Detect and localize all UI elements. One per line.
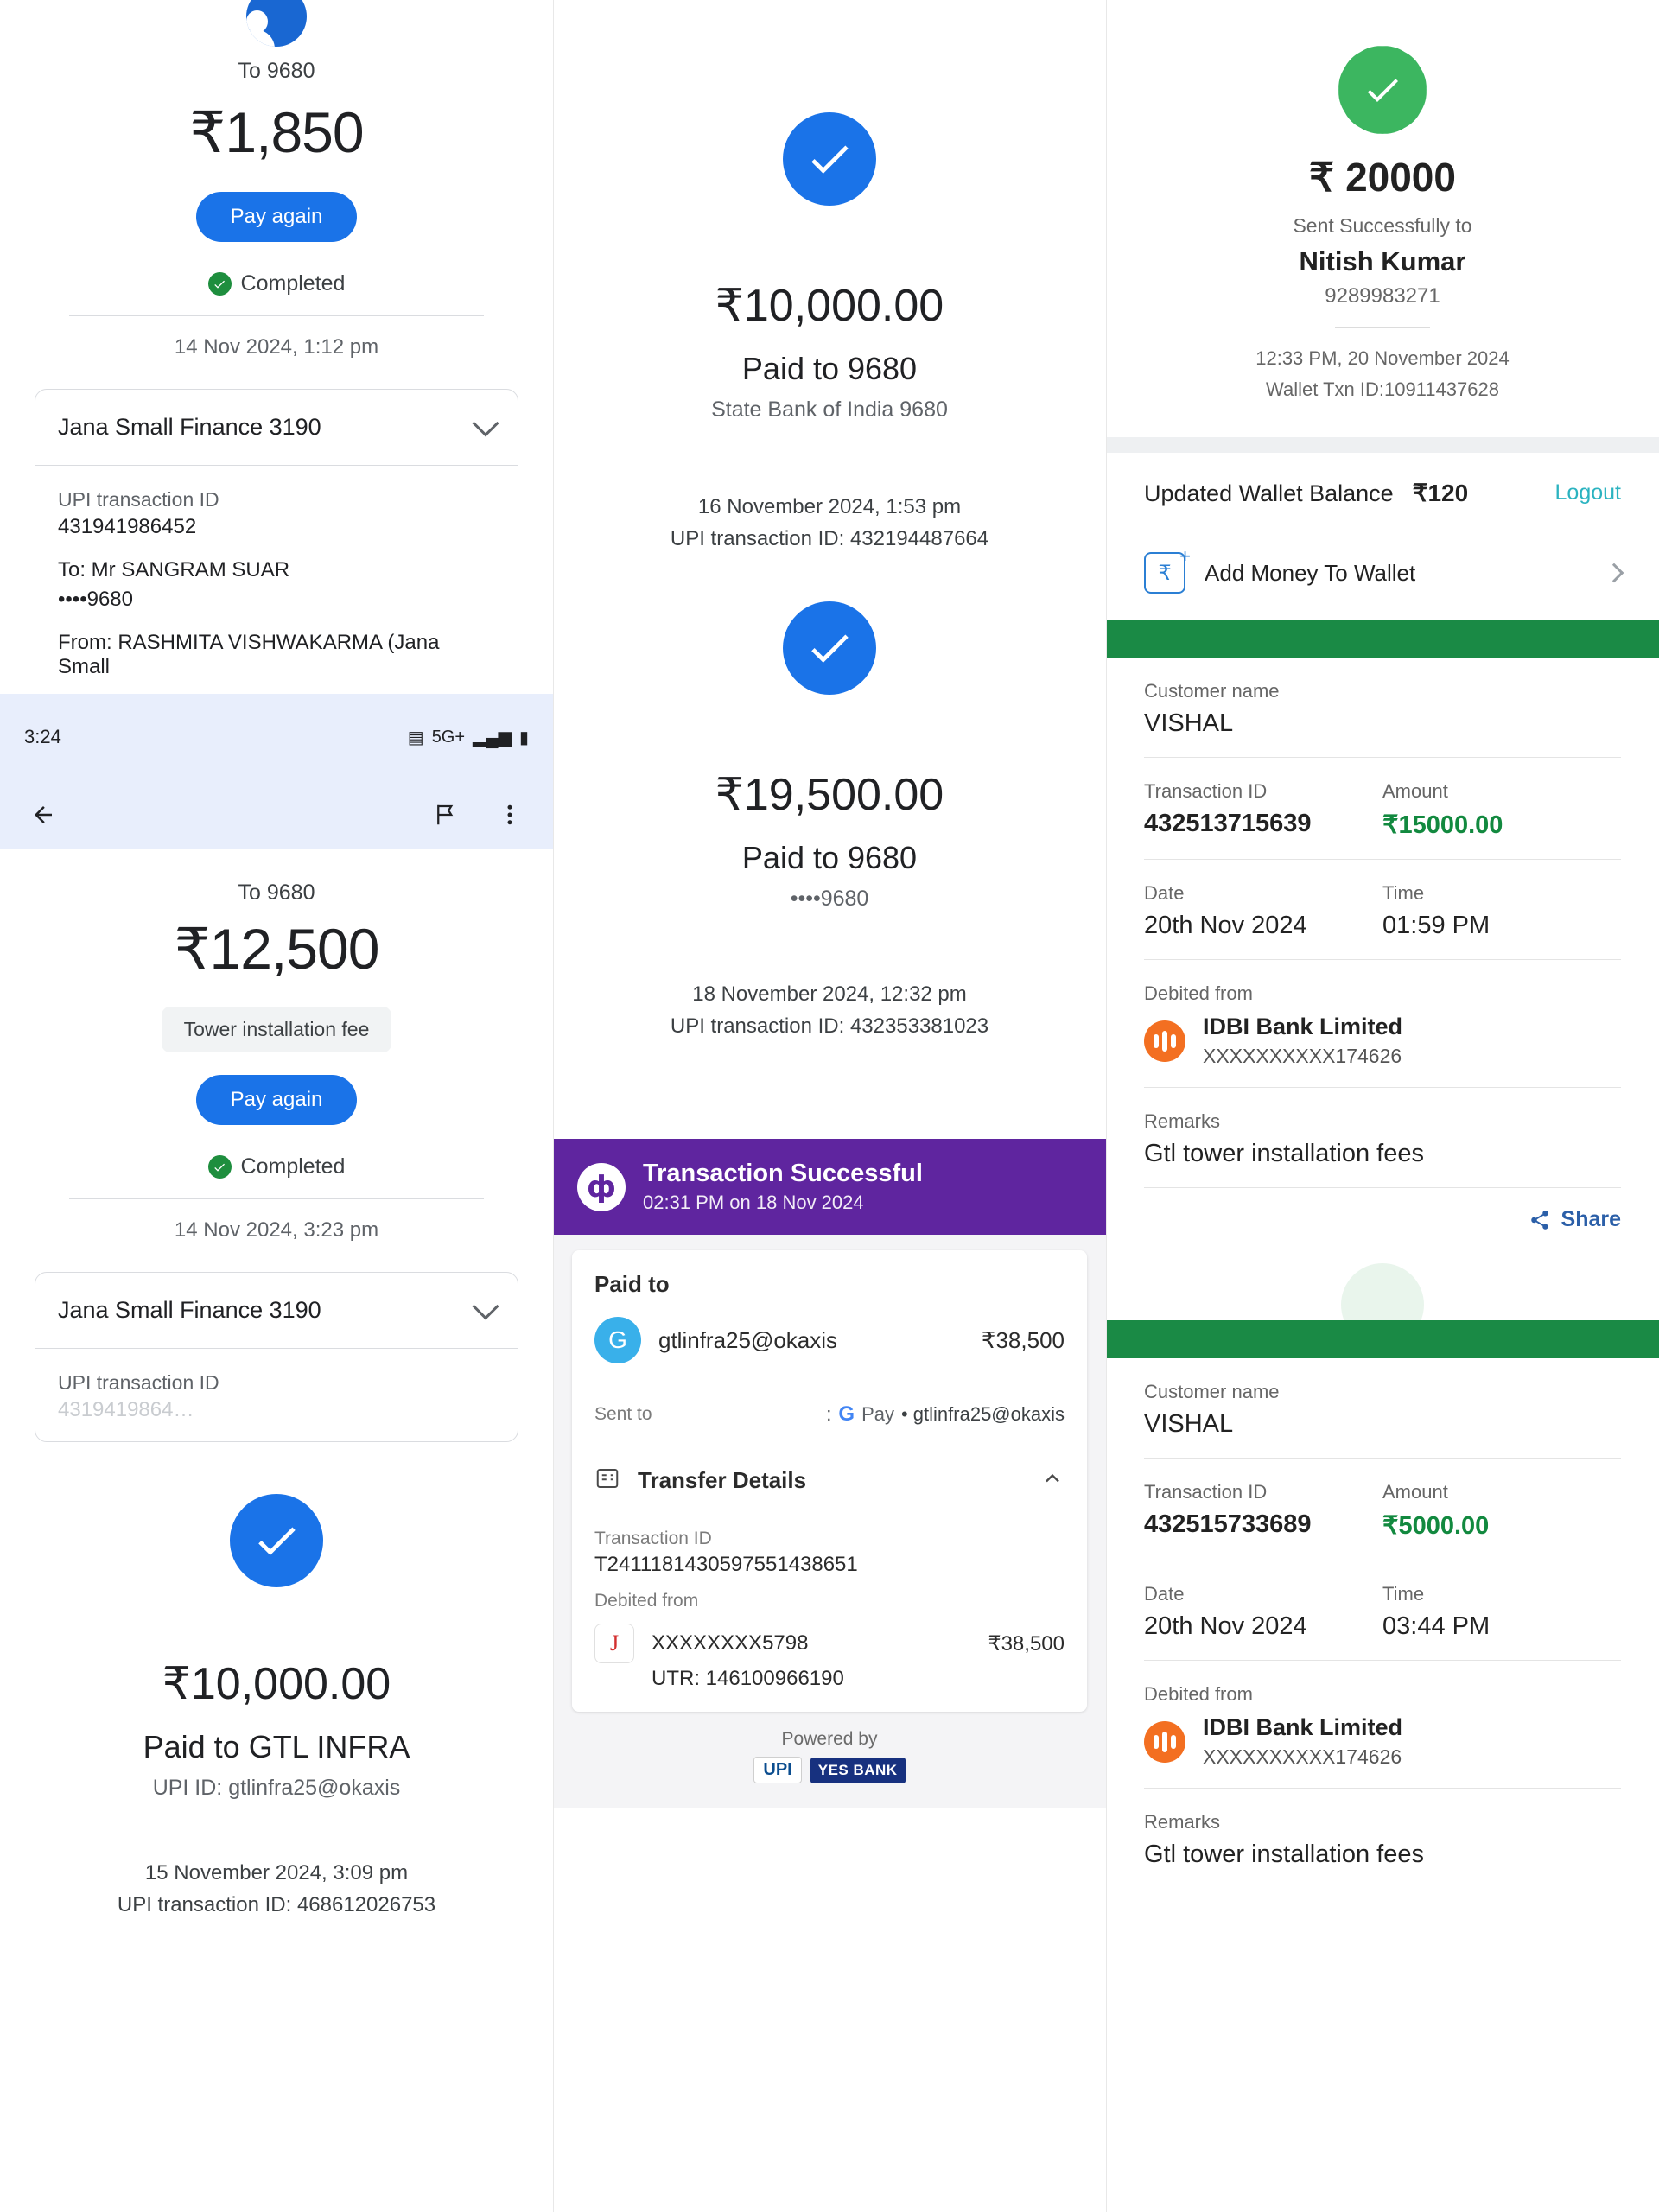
google-g-icon: G	[838, 1402, 855, 1426]
transaction-date: 18 November 2024, 12:32 pm	[692, 982, 967, 1006]
bank-name: Jana Small Finance 3190	[58, 414, 321, 440]
check-circle-icon	[783, 601, 876, 695]
utr-value: UTR: 146100966190	[652, 1667, 844, 1690]
amount-value: ₹10,000.00	[715, 281, 944, 331]
wallet-balance-amount: ₹120	[1412, 480, 1469, 506]
add-money-label: Add Money To Wallet	[1205, 559, 1416, 586]
debited-from-label: Debited from	[1144, 1683, 1253, 1705]
transaction-date: 16 November 2024, 1:53 pm	[697, 495, 962, 518]
contact-avatar	[246, 0, 307, 47]
transaction-id-value: 432515733689	[1144, 1510, 1312, 1538]
remarks-value: Gtl tower installation fees	[1144, 1140, 1424, 1167]
divider	[1335, 327, 1430, 328]
vpn-icon: ▤	[407, 728, 424, 747]
bank-account-number: XXXXXXXXXX174626	[1203, 1745, 1402, 1768]
pay-again-button[interactable]: Pay again	[196, 1075, 358, 1125]
payee-name: To: Mr SANGRAM SUAR	[58, 558, 290, 582]
sent-to-label: Sent to	[594, 1404, 652, 1424]
transaction-id-label: Transaction ID	[1144, 1481, 1268, 1503]
avatar: G	[594, 1317, 641, 1363]
column-divider	[553, 0, 554, 2212]
transaction-status-title: Transaction Successful	[643, 1160, 923, 1187]
recipient-phone: 9289983271	[1325, 284, 1440, 308]
check-circle-icon	[208, 1155, 232, 1179]
gpay-receipt-19500	[553, 551, 1106, 1039]
recipient-name: Nitish Kumar	[1299, 246, 1466, 276]
upi-txn-id-value-partial: 4319419864…	[58, 1398, 194, 1421]
bank-card-header[interactable]	[35, 390, 518, 465]
phonepe-header	[553, 1139, 1106, 1235]
divider	[69, 1198, 484, 1199]
powered-by-label: Powered by	[781, 1729, 878, 1749]
date-time-field	[1144, 860, 1621, 960]
status-badge	[0, 271, 553, 296]
txn-id-label: Transaction ID	[594, 1529, 712, 1548]
transaction-date: 15 November 2024, 3:09 pm	[144, 1861, 409, 1885]
paid-to-label: Paid to 9680	[741, 840, 918, 875]
share-label: Share	[1560, 1207, 1621, 1231]
txn-amount-field	[1144, 1459, 1621, 1560]
debited-from-field	[1144, 1661, 1621, 1789]
gpay-tag	[826, 1402, 1065, 1427]
transaction-datetime: 02:31 PM on 18 Nov 2024	[643, 1192, 864, 1213]
payment-network-badges	[553, 1757, 1106, 1799]
customer-name-label: Customer name	[1144, 1381, 1280, 1402]
amount-value: ₹1,850	[189, 100, 364, 164]
wallet-balance-label: Updated Wallet Balance	[1144, 480, 1394, 506]
check-circle-icon	[230, 1494, 323, 1587]
bank-details-card[interactable]	[35, 1272, 518, 1442]
transaction-id-label: Transaction ID	[1144, 780, 1268, 802]
bank-name: IDBI Bank Limited	[1203, 1014, 1403, 1039]
back-arrow-icon[interactable]	[26, 798, 60, 832]
customer-name-field	[1144, 1358, 1621, 1459]
remarks-label: Remarks	[1144, 1811, 1221, 1833]
upi-txn-id-value: 431941986452	[58, 515, 197, 538]
wallet-add-icon: ₹ +	[1144, 552, 1185, 594]
payee-masked-account: ••••9680	[58, 588, 133, 611]
recipient-label: To 9680	[238, 59, 315, 83]
yes-bank-badge: YES BANK	[810, 1758, 906, 1783]
share-button[interactable]	[1106, 1188, 1659, 1248]
network-label: 5G+	[431, 727, 466, 747]
amount-value: ₹5000.00	[1382, 1512, 1490, 1540]
masked-account: ••••9680	[790, 887, 869, 911]
debited-amount: ₹38,500	[988, 1631, 1065, 1656]
date-time-field	[1144, 1560, 1621, 1661]
payment-note: Tower installation fee	[162, 1007, 392, 1052]
bank-account-number: XXXXXXXXXX174626	[1203, 1045, 1402, 1067]
bank-row	[1144, 1714, 1621, 1769]
upi-id: UPI ID: gtlinfra25@okaxis	[152, 1776, 401, 1800]
wallet-transfer-receipt	[1106, 0, 1659, 437]
transfer-details-body	[594, 1529, 1065, 1703]
share-icon	[1529, 1209, 1551, 1231]
time-label: Time	[1382, 1583, 1425, 1605]
receipt-a-top-band	[1106, 620, 1659, 658]
more-vertical-icon[interactable]	[493, 798, 527, 832]
customer-name-value: VISHAL	[1144, 1410, 1234, 1438]
transfer-details-label: Transfer Details	[638, 1467, 807, 1493]
bank-name: IDBI Bank Limited	[1203, 1714, 1403, 1740]
debited-from-label: Debited from	[594, 1591, 699, 1611]
paid-to-label: Paid to GTL INFRA	[143, 1729, 410, 1764]
transaction-datetime: 12:33 PM, 20 November 2024	[1255, 347, 1510, 369]
txn-amount-field	[1144, 758, 1621, 860]
status-bar-icons	[408, 727, 529, 748]
upi-transaction-id: UPI transaction ID: 432353381023	[670, 1014, 989, 1038]
signal-icon: ▂▄▆	[473, 728, 512, 747]
upi-transaction-id: UPI transaction ID: 468612026753	[117, 1893, 436, 1916]
green-check-badge	[1341, 48, 1424, 131]
gpay-receipt-12500	[0, 849, 553, 1442]
paid-to-heading: Paid to	[594, 1271, 670, 1297]
remarks-field	[1144, 1789, 1621, 1888]
bank-logo-icon: J	[594, 1624, 634, 1663]
pay-again-button[interactable]: Pay again	[196, 192, 358, 242]
remarks-field	[1144, 1088, 1621, 1188]
payee-upi-id: gtlinfra25@okaxis	[658, 1326, 838, 1353]
status-bar-time: 3:24	[24, 726, 61, 747]
time-value: 03:44 PM	[1382, 1612, 1491, 1640]
chevron-up-icon[interactable]	[1040, 1466, 1065, 1495]
receipt-b-top-band	[1106, 1320, 1659, 1358]
bank-card-body	[35, 1348, 518, 1422]
amount-value: ₹19,500.00	[715, 770, 944, 820]
chevron-right-icon[interactable]	[1605, 563, 1624, 583]
bank-receipt-5000	[1106, 1358, 1659, 1888]
flag-icon[interactable]	[429, 798, 463, 832]
amount-label: Amount	[1382, 1481, 1448, 1503]
remarks-value: Gtl tower installation fees	[1144, 1840, 1424, 1868]
sent-successfully-label: Sent Successfully to	[1293, 214, 1472, 237]
add-money-row[interactable]	[1106, 533, 1659, 620]
check-circle-icon	[783, 112, 876, 206]
time-value: 01:59 PM	[1382, 912, 1491, 939]
txn-id-value: T2411181430597551438651	[594, 1553, 858, 1576]
wallet-txn-id: Wallet Txn ID:10911437628	[1266, 378, 1499, 400]
debited-account: XXXXXXXX5798	[652, 1631, 809, 1655]
battery-icon: ▮	[518, 728, 529, 747]
customer-name-field	[1144, 658, 1621, 758]
chevron-down-icon[interactable]	[472, 1293, 499, 1319]
status-label: Completed	[240, 1154, 346, 1179]
payee-amount: ₹38,500	[981, 1326, 1065, 1353]
recipient-label: To 9680	[238, 880, 315, 905]
upi-transaction-id: UPI transaction ID: 432194487664	[670, 527, 989, 550]
left-column	[0, 0, 553, 2212]
gpay-receipt-10000-gtl	[0, 1442, 553, 1917]
section-separator	[1106, 437, 1659, 453]
debited-bank-row	[594, 1624, 1065, 1663]
status-badge	[0, 1154, 553, 1179]
customer-name-label: Customer name	[1144, 680, 1280, 702]
divider	[69, 315, 484, 316]
timestamp: 14 Nov 2024, 3:23 pm	[174, 1218, 379, 1242]
date-label: Date	[1144, 1583, 1185, 1605]
amount-value: ₹15000.00	[1382, 811, 1503, 839]
receipt-icon	[594, 1465, 620, 1496]
logout-button[interactable]: Logout	[1554, 480, 1621, 505]
bank-details-card[interactable]	[35, 389, 518, 708]
right-column	[1106, 0, 1659, 2212]
gpay-label: Pay	[861, 1403, 894, 1425]
upi-badge: UPI	[753, 1757, 801, 1783]
colon-separator: :	[826, 1403, 832, 1425]
amount-value: ₹10,000.00	[162, 1659, 391, 1709]
bank-name: Jana Small Finance 3190	[58, 1297, 321, 1323]
payee-row	[594, 1298, 1065, 1382]
idbi-bank-logo-icon	[1144, 1020, 1185, 1062]
transaction-id-value: 432513715639	[1144, 810, 1312, 837]
remarks-label: Remarks	[1144, 1110, 1221, 1132]
phonepe-logo: ф	[577, 1163, 626, 1211]
paid-to-label: Paid to 9680	[741, 351, 918, 386]
wallet-balance-row	[1106, 453, 1659, 533]
date-value: 20th Nov 2024	[1144, 912, 1307, 939]
payer-info: From: RASHMITA VISHWAKARMA (Jana Small	[58, 631, 440, 678]
bank-card-header[interactable]	[35, 1273, 518, 1348]
debited-from-field	[1144, 960, 1621, 1088]
timestamp: 14 Nov 2024, 1:12 pm	[174, 335, 379, 359]
status-label: Completed	[240, 271, 346, 296]
phonepe-details-card	[572, 1250, 1087, 1712]
sent-to-row	[594, 1383, 1065, 1446]
column-divider	[1106, 0, 1107, 2212]
bank-name: State Bank of India 9680	[711, 397, 948, 422]
amount-value: ₹12,500	[174, 917, 379, 981]
debited-from-label: Debited from	[1144, 982, 1253, 1004]
transfer-details-toggle[interactable]	[594, 1446, 1065, 1515]
bank-row	[1144, 1014, 1621, 1068]
app-bar	[0, 780, 553, 849]
phonepe-receipt	[553, 1139, 1106, 1808]
upi-txn-id-label: UPI transaction ID	[58, 1371, 219, 1394]
date-label: Date	[1144, 882, 1185, 904]
date-value: 20th Nov 2024	[1144, 1612, 1307, 1640]
upi-txn-id-label: UPI transaction ID	[58, 488, 219, 511]
gpay-upi-id: • gtlinfra25@okaxis	[900, 1403, 1065, 1425]
amount-label: Amount	[1382, 780, 1448, 802]
chevron-down-icon[interactable]	[472, 410, 499, 436]
bank-receipt-15000	[1106, 658, 1659, 1188]
amount-value: ₹ 20000	[1309, 155, 1456, 200]
check-circle-icon	[208, 272, 232, 296]
middle-column	[553, 0, 1106, 2212]
time-label: Time	[1382, 882, 1425, 904]
idbi-bank-logo-icon	[1144, 1721, 1185, 1763]
gpay-receipt-1850	[0, 0, 553, 708]
bank-card-body	[35, 465, 518, 707]
customer-name-value: VISHAL	[1144, 709, 1234, 737]
gpay-receipt-10000	[553, 0, 1106, 551]
status-bar	[0, 694, 553, 780]
